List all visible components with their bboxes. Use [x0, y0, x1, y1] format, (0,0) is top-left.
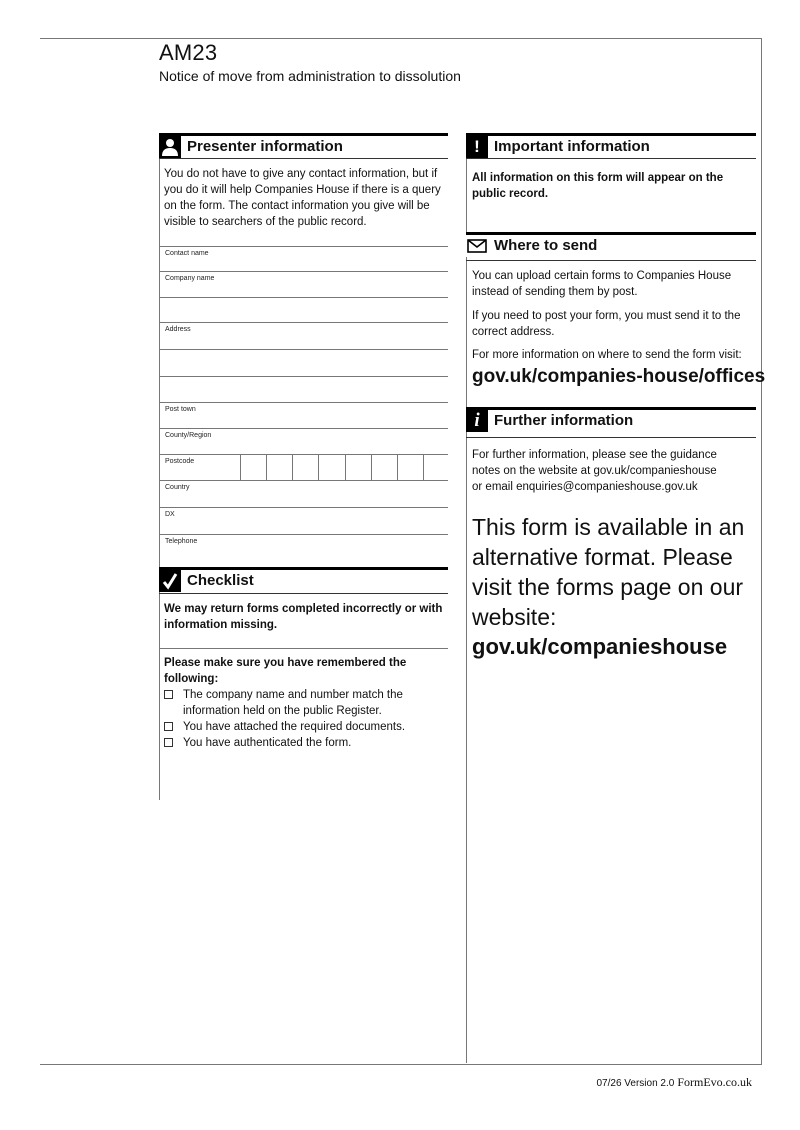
checklist-item-text: You have attached the required documents. — [183, 721, 406, 733]
postcode-box-divider — [345, 455, 346, 480]
person-icon — [159, 136, 181, 158]
dx-field[interactable] — [160, 507, 448, 533]
presenter-heading: Presenter information — [187, 138, 343, 155]
company-name-label: Company name — [165, 275, 215, 282]
postcode-label: Postcode — [165, 458, 195, 465]
where-to-send-heading: Where to send — [494, 237, 598, 254]
further-line-2: notes on the website at gov.uk/companieshouse — [472, 465, 717, 477]
dx-label: DX — [165, 511, 175, 518]
further-line-3: or email enquiries@companieshouse.gov.uk — [472, 481, 698, 493]
checklist-item[interactable] — [164, 719, 434, 735]
further-line-1: For further information, please see the guidance — [472, 449, 717, 461]
checklist-item-text: You have authenticated the form. — [183, 737, 352, 749]
further-heading: Further information — [494, 412, 634, 429]
checklist-section-header — [159, 567, 448, 591]
presenter-section-header — [159, 133, 448, 157]
where-to-send-p2: If you need to post your form, you must send it to the correct address. — [472, 310, 741, 338]
info-icon: i — [466, 410, 488, 432]
postcode-box-divider — [292, 455, 293, 480]
checklist-heading: Checklist — [187, 572, 254, 589]
exclamation-icon: ! — [466, 136, 488, 158]
county-field[interactable] — [160, 428, 448, 454]
checkbox[interactable] — [164, 690, 173, 699]
companieshouse-link[interactable]: gov.uk/companieshouse — [472, 634, 728, 659]
top-rule — [40, 38, 762, 39]
further-text — [472, 447, 757, 495]
checkmark-icon — [159, 570, 181, 592]
postcode-box-divider — [371, 455, 372, 480]
where-to-send-p1: You can upload certain forms to Companies House instead of sending them by post. — [472, 270, 732, 298]
alternative-format-notice — [472, 512, 762, 662]
country-label: Country — [165, 484, 190, 491]
version-label: 07/26 Version 2.0 — [596, 1078, 675, 1089]
important-text: All information on this form will appear on the public record. — [472, 172, 724, 200]
form-title: Notice of move from administration to dissolution — [159, 68, 461, 84]
county-label: County/Region — [165, 432, 212, 439]
right-column-rule — [466, 158, 467, 1063]
presenter-divider — [159, 158, 448, 159]
telephone-field[interactable] — [160, 534, 448, 560]
important-divider — [466, 158, 756, 159]
footer — [596, 1075, 752, 1090]
further-divider — [466, 437, 756, 438]
checkbox[interactable] — [164, 722, 173, 731]
where-to-send-divider — [466, 260, 756, 261]
further-section-header — [466, 407, 756, 431]
address-line-3[interactable] — [160, 376, 448, 402]
post-town-field[interactable] — [160, 402, 448, 428]
checklist-item[interactable] — [164, 735, 434, 751]
envelope-icon — [466, 235, 488, 257]
telephone-label: Telephone — [165, 538, 198, 545]
brand-label: FormEvo.co.uk — [677, 1075, 752, 1089]
contact-name-field[interactable] — [160, 246, 448, 272]
offices-link[interactable]: gov.uk/companies-house/offices — [472, 366, 766, 387]
postcode-box-divider — [266, 455, 267, 480]
where-to-send-p3: For more information on where to send the form visit: — [472, 349, 742, 361]
country-field[interactable] — [160, 480, 448, 506]
bottom-rule — [40, 1064, 762, 1065]
address-label: Address — [165, 326, 191, 333]
postcode-box-divider — [240, 455, 241, 480]
presenter-intro: You do not have to give any contact information, but if you do it will help Companies House if there is a query on the form. The contact information you give will be visible to searchers of the public record. — [164, 168, 441, 228]
postcode-box-divider — [397, 455, 398, 480]
company-name-field[interactable] — [160, 271, 448, 297]
alternative-format-text: This form is available in an alternative format. Please visit the forms page on our website: — [472, 514, 745, 630]
postcode-box-divider — [423, 455, 424, 480]
checkbox[interactable] — [164, 738, 173, 747]
checklist-item[interactable] — [164, 687, 424, 719]
post-town-label: Post town — [165, 406, 196, 413]
form-code: AM23 — [159, 40, 218, 65]
address-field[interactable] — [160, 322, 448, 348]
company-name-line-2[interactable] — [160, 297, 448, 323]
where-to-send-section-header — [466, 232, 756, 256]
postcode-field[interactable] — [160, 454, 448, 480]
checklist-reminder: Please make sure you have remembered the following: — [164, 657, 407, 685]
important-section-header — [466, 133, 756, 157]
checklist-item-text: The company name and number match the information held on the public Register. — [183, 689, 403, 717]
address-line-2[interactable] — [160, 349, 448, 375]
checklist-divider — [159, 593, 448, 594]
checklist-warning: We may return forms completed incorrectly or with information missing. — [164, 603, 443, 631]
checklist-warning-divider — [159, 648, 448, 649]
postcode-box-divider — [318, 455, 319, 480]
important-heading: Important information — [494, 138, 650, 155]
contact-name-label: Contact name — [165, 250, 209, 257]
